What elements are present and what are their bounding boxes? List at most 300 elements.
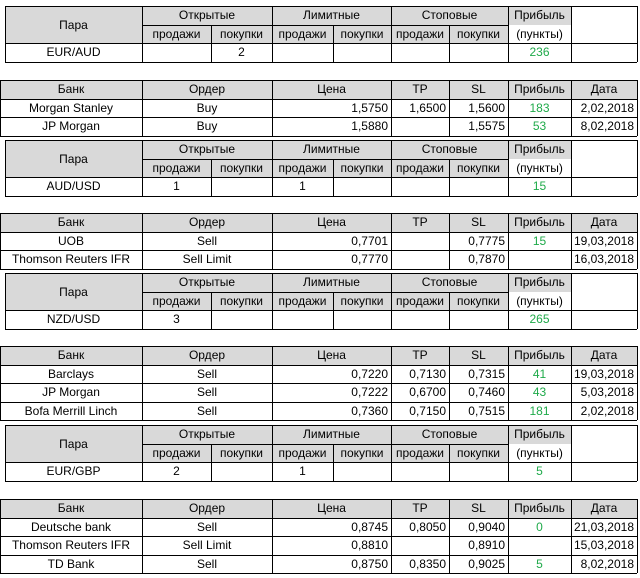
grid-line (5, 140, 6, 159)
limit-buy-header[interactable]: покупки (333, 159, 391, 178)
grid-line (571, 346, 572, 420)
grid-line (637, 159, 638, 196)
open-buy-header[interactable]: покупки (211, 292, 272, 311)
grid-line (5, 177, 637, 178)
grid-line (508, 444, 509, 481)
grid-line (571, 499, 572, 573)
grid-line (333, 25, 334, 62)
open-buy-count[interactable] (211, 462, 272, 481)
grid-line (0, 555, 637, 556)
order-tp[interactable]: 1,6500 (409, 100, 446, 115)
grid-line (571, 292, 572, 329)
grid-line (211, 444, 212, 481)
grid-line (0, 346, 1, 420)
order-price[interactable]: 0,7701 (351, 233, 388, 248)
order-sl[interactable]: 1,5600 (468, 100, 505, 115)
bank-name[interactable]: Thomson Reuters IFR (11, 538, 131, 553)
limit-buy-header[interactable]: покупки (333, 25, 391, 44)
order-date[interactable]: 8,02,2018 (580, 119, 634, 134)
order-profit[interactable]: 181 (529, 403, 550, 418)
grid-line (142, 292, 143, 329)
order-type[interactable]: Sell Limit (182, 538, 232, 553)
stop-sell-header[interactable]: продажи (391, 444, 449, 463)
grid-line (637, 6, 638, 25)
open-header[interactable]: Открытые (142, 140, 272, 159)
grid-line (508, 499, 509, 573)
date-header[interactable]: Дата (571, 499, 637, 518)
order-price[interactable]: 0,7770 (351, 252, 388, 267)
grid-line (0, 573, 637, 574)
pair-name[interactable]: NZD/USD (46, 312, 101, 327)
order-date[interactable]: 5,03,2018 (580, 385, 634, 400)
profit-points-header[interactable]: (пункты) (516, 445, 563, 460)
grid-line (5, 273, 6, 292)
grid-line (5, 481, 637, 482)
price-header[interactable]: Цена (272, 80, 391, 99)
open-sell-count[interactable] (142, 43, 211, 62)
pair-name[interactable]: EUR/GBP (46, 464, 101, 479)
tp-header[interactable]: TP (391, 213, 449, 232)
grid-line (5, 140, 637, 141)
order-date[interactable]: 19,03,2018 (573, 366, 634, 381)
order-tp[interactable]: 0,8350 (409, 556, 446, 571)
order-sl[interactable]: 0,7460 (468, 385, 505, 400)
order-sl[interactable]: 0,8910 (468, 538, 505, 553)
grid-line (0, 499, 1, 573)
stop-sell-header[interactable]: продажи (391, 25, 449, 44)
profit-header[interactable]: Прибыль (508, 140, 571, 159)
order-header[interactable]: Ордер (142, 499, 272, 518)
grid-line (5, 273, 637, 274)
pair-header[interactable]: Пара (5, 140, 142, 177)
order-date[interactable]: 2,02,2018 (580, 100, 634, 115)
order-price[interactable]: 0,8750 (351, 556, 388, 571)
grid-line (272, 292, 273, 329)
order-tp[interactable] (391, 250, 449, 269)
grid-line (5, 62, 637, 63)
order-type[interactable]: Buy (196, 119, 218, 134)
grid-line (272, 159, 273, 196)
profit-header[interactable]: Прибыль (508, 425, 571, 444)
order-tp[interactable]: 0,7130 (409, 366, 446, 381)
tp-header[interactable]: TP (391, 346, 449, 365)
grid-line (391, 140, 392, 159)
grid-line (571, 213, 572, 269)
grid-line (5, 43, 637, 44)
grid-line (391, 273, 392, 292)
grid-line (637, 292, 638, 329)
grid-line (391, 444, 392, 481)
grid-line (333, 159, 334, 196)
grid-line (0, 499, 637, 500)
order-price[interactable]: 0,8745 (351, 519, 388, 534)
grid-line (391, 159, 392, 196)
grid-line (272, 80, 273, 136)
open-buy-header[interactable]: покупки (211, 25, 272, 44)
price-header[interactable]: Цена (272, 499, 391, 518)
grid-line (272, 213, 273, 269)
pair-name[interactable]: AUD/USD (46, 179, 101, 194)
grid-line (5, 6, 637, 7)
bank-name[interactable]: Thomson Reuters IFR (11, 252, 131, 267)
limit-sell-header[interactable]: продажи (272, 25, 333, 44)
bank-header[interactable]: Банк (0, 499, 142, 518)
grid-line (0, 250, 637, 251)
grid-line (142, 444, 508, 445)
grid-line (637, 346, 638, 420)
grid-line (0, 232, 637, 233)
grid-line (333, 444, 334, 481)
grid-line (0, 518, 637, 519)
date-header[interactable]: Дата (571, 80, 637, 99)
date-header[interactable]: Дата (571, 346, 637, 365)
order-type[interactable]: Buy (196, 100, 218, 115)
order-header[interactable]: Ордер (142, 213, 272, 232)
stop-buy-count[interactable] (449, 462, 508, 481)
limit-sell-count[interactable] (272, 310, 333, 329)
grid-line (508, 273, 509, 292)
sl-header[interactable]: SL (449, 499, 508, 518)
grid-line (508, 159, 509, 196)
grid-line (5, 425, 6, 444)
grid-line (508, 292, 509, 329)
order-date[interactable]: 16,03,2018 (573, 252, 634, 267)
limit-sell-count[interactable]: 1 (299, 179, 306, 194)
grid-line (637, 140, 638, 159)
grid-line (508, 25, 509, 62)
grid-line (571, 6, 572, 25)
grid-line (571, 140, 572, 159)
profit-header[interactable]: Прибыль (508, 346, 571, 365)
profit-points-header[interactable]: (пункты) (516, 293, 563, 308)
grid-line (391, 499, 392, 573)
order-sl[interactable]: 0,7775 (468, 233, 505, 248)
open-buy-header[interactable]: покупки (211, 444, 272, 463)
grid-line (637, 425, 638, 444)
grid-line (211, 292, 212, 329)
grid-line (142, 25, 508, 26)
grid-line (571, 273, 572, 292)
order-date[interactable]: 19,03,2018 (573, 233, 634, 248)
grid-line (5, 444, 6, 481)
pair-header[interactable]: Пара (5, 6, 142, 43)
order-date[interactable]: 15,03,2018 (573, 538, 634, 553)
grid-line (508, 425, 509, 444)
grid-line (637, 273, 638, 292)
grid-line (637, 80, 638, 136)
stop-sell-header[interactable]: продажи (391, 292, 449, 311)
order-profit[interactable]: 183 (529, 100, 550, 115)
profit-header[interactable]: Прибыль (508, 6, 571, 25)
grid-line (5, 329, 637, 330)
order-date[interactable]: 21,03,2018 (573, 519, 634, 534)
order-tp[interactable]: 0,8050 (409, 519, 446, 534)
order-tp[interactable]: 0,6700 (409, 385, 446, 400)
grid-line (142, 292, 508, 293)
grid-line (5, 425, 637, 426)
limit-sell-header[interactable]: продажи (272, 159, 333, 178)
price-header[interactable]: Цена (272, 213, 391, 232)
grid-line (449, 80, 450, 136)
bank-name[interactable]: Barclays (47, 366, 94, 381)
bank-name[interactable]: Deutsche bank (30, 519, 112, 534)
pair-header[interactable]: Пара (5, 425, 142, 462)
profit-points-header[interactable]: (пункты) (516, 26, 563, 41)
stop-sell-count[interactable] (391, 177, 449, 196)
grid-line (449, 213, 450, 269)
grid-line (508, 140, 509, 159)
profit-header[interactable]: Прибыль (508, 499, 571, 518)
order-type[interactable]: Sell (196, 556, 217, 571)
grid-line (272, 140, 273, 159)
order-header[interactable]: Ордер (142, 80, 272, 99)
grid-line (571, 25, 572, 62)
limit-sell-header[interactable]: продажи (272, 444, 333, 463)
order-tp[interactable] (391, 536, 449, 555)
stop-buy-count[interactable] (449, 177, 508, 196)
grid-line (508, 346, 509, 420)
order-type[interactable]: Sell Limit (182, 252, 232, 267)
date-header[interactable]: Дата (571, 213, 637, 232)
bank-name[interactable]: JP Morgan (42, 385, 100, 400)
order-price[interactable]: 0,8810 (351, 538, 388, 553)
open-buy-count[interactable] (211, 177, 272, 196)
order-profit[interactable]: 5 (536, 556, 543, 571)
sl-header[interactable]: SL (449, 346, 508, 365)
limit-buy-count[interactable] (333, 310, 391, 329)
limit-buy-count[interactable] (333, 177, 391, 196)
profit-header[interactable]: Прибыль (508, 213, 571, 232)
grid-line (449, 346, 450, 420)
grid-line (142, 273, 143, 292)
open-buy-count[interactable] (211, 310, 272, 329)
order-date[interactable]: 2,02,2018 (580, 403, 634, 418)
order-type[interactable]: Sell (196, 366, 217, 381)
grid-line (142, 159, 143, 196)
pair-header[interactable]: Пара (5, 273, 142, 310)
open-header[interactable]: Открытые (142, 6, 272, 25)
bank-name[interactable]: JP Morgan (42, 119, 100, 134)
grid-line (272, 273, 273, 292)
price-header[interactable]: Цена (272, 346, 391, 365)
limit-buy-count[interactable] (333, 462, 391, 481)
open-sell-header[interactable]: продажи (142, 159, 211, 178)
grid-line (0, 420, 637, 421)
grid-line (637, 25, 638, 62)
grid-line (449, 292, 450, 329)
limit-buy-header[interactable]: покупки (333, 292, 391, 311)
grid-line (5, 292, 6, 329)
order-price[interactable]: 0,7220 (351, 366, 388, 381)
stop-sell-count[interactable] (391, 462, 449, 481)
bank-name[interactable]: UOB (57, 233, 84, 248)
open-sell-count[interactable]: 2 (173, 464, 180, 479)
bank-name[interactable]: Bofa Merrill Linch (24, 403, 118, 418)
stop-buy-header[interactable]: покупки (449, 292, 508, 311)
order-price[interactable]: 1,5750 (351, 100, 388, 115)
limit-header[interactable]: Лимитные (272, 425, 391, 444)
limit-buy-count[interactable] (333, 43, 391, 62)
grid-line (0, 402, 637, 403)
order-sl[interactable]: 1,5575 (468, 119, 505, 134)
open-sell-count[interactable]: 1 (173, 179, 180, 194)
grid-line (637, 444, 638, 481)
grid-line (0, 536, 637, 537)
grid-line (142, 25, 143, 62)
pair-profit[interactable]: 5 (536, 464, 543, 479)
order-profit[interactable]: 43 (532, 385, 547, 400)
order-profit[interactable] (508, 250, 571, 269)
stop-buy-count[interactable] (449, 310, 508, 329)
open-buy-count[interactable]: 2 (238, 45, 245, 60)
stop-buy-header[interactable]: покупки (449, 159, 508, 178)
order-profit[interactable]: 15 (532, 233, 547, 248)
grid-line (449, 25, 450, 62)
limit-buy-header[interactable]: покупки (333, 444, 391, 463)
grid-line (391, 425, 392, 444)
grid-line (272, 25, 273, 62)
order-type[interactable]: Sell (196, 233, 217, 248)
grid-line (211, 159, 212, 196)
grid-line (0, 136, 637, 137)
limit-header[interactable]: Лимитные (272, 140, 391, 159)
grid-line (272, 346, 273, 420)
order-price[interactable]: 1,5880 (351, 119, 388, 134)
pair-profit[interactable]: 265 (529, 312, 550, 327)
stop-sell-count[interactable] (391, 310, 449, 329)
grid-line (508, 80, 509, 136)
order-tp[interactable] (391, 117, 449, 136)
bank-name[interactable]: TD Bank (47, 556, 95, 571)
stop-header[interactable]: Стоповые (391, 425, 508, 444)
order-type[interactable]: Sell (196, 385, 217, 400)
grid-line (5, 6, 6, 25)
limit-sell-header[interactable]: продажи (272, 292, 333, 311)
sl-header[interactable]: SL (449, 213, 508, 232)
order-sl[interactable]: 0,9025 (468, 556, 505, 571)
grid-line (571, 80, 572, 136)
order-type[interactable]: Sell (196, 519, 217, 534)
grid-line (142, 159, 508, 160)
grid-line (637, 499, 638, 573)
open-header[interactable]: Открытые (142, 425, 272, 444)
tp-header[interactable]: TP (391, 80, 449, 99)
grid-line (142, 444, 143, 481)
grid-line (508, 6, 509, 25)
order-type[interactable]: Sell (196, 403, 217, 418)
grid-line (449, 159, 450, 196)
order-sl[interactable]: 0,9040 (468, 519, 505, 534)
profit-points-header[interactable]: (пункты) (516, 160, 563, 175)
order-sl[interactable]: 0,7870 (468, 252, 505, 267)
grid-line (5, 462, 637, 463)
limit-sell-count[interactable]: 1 (299, 464, 306, 479)
grid-line (142, 6, 143, 25)
grid-line (142, 499, 143, 573)
order-profit[interactable]: 0 (536, 519, 543, 534)
grid-line (333, 292, 334, 329)
bank-header[interactable]: Банк (0, 213, 142, 232)
grid-line (571, 444, 572, 481)
grid-line (0, 346, 637, 347)
bank-header[interactable]: Банк (0, 346, 142, 365)
grid-line (0, 269, 637, 270)
grid-line (0, 213, 1, 269)
stop-buy-header[interactable]: покупки (449, 25, 508, 44)
open-sell-header[interactable]: продажи (142, 292, 211, 311)
limit-header[interactable]: Лимитные (272, 273, 391, 292)
grid-line (211, 25, 212, 62)
grid-line (391, 80, 392, 136)
limit-sell-count[interactable] (272, 43, 333, 62)
grid-line (5, 196, 637, 197)
grid-line (571, 425, 572, 444)
grid-line (0, 99, 637, 100)
order-sl[interactable]: 0,7515 (468, 403, 505, 418)
open-sell-header[interactable]: продажи (142, 25, 211, 44)
grid-line (0, 80, 637, 81)
stop-header[interactable]: Стоповые (391, 140, 508, 159)
tp-header[interactable]: TP (391, 499, 449, 518)
order-tp[interactable]: 0,7150 (409, 403, 446, 418)
profit-header[interactable]: Прибыль (508, 273, 571, 292)
grid-line (142, 80, 143, 136)
stop-buy-count[interactable] (449, 43, 508, 62)
grid-line (272, 444, 273, 481)
pair-profit[interactable]: 236 (529, 45, 550, 60)
grid-line (391, 213, 392, 269)
order-tp[interactable] (391, 232, 449, 251)
bank-header[interactable]: Банк (0, 80, 142, 99)
open-sell-count[interactable]: 3 (173, 312, 180, 327)
profit-header[interactable]: Прибыль (508, 80, 571, 99)
pair-name[interactable]: EUR/AUD (46, 45, 101, 60)
grid-line (5, 159, 6, 196)
open-header[interactable]: Открытые (142, 273, 272, 292)
grid-line (0, 117, 637, 118)
order-header[interactable]: Ордер (142, 346, 272, 365)
limit-header[interactable]: Лимитные (272, 6, 391, 25)
grid-line (391, 346, 392, 420)
grid-line (571, 159, 572, 196)
order-profit[interactable]: 53 (532, 119, 547, 134)
grid-line (391, 25, 392, 62)
order-profit[interactable]: 41 (532, 366, 547, 381)
stop-sell-count[interactable] (391, 43, 449, 62)
order-profit[interactable] (508, 536, 571, 555)
grid-line (508, 213, 509, 269)
grid-line (391, 6, 392, 25)
sl-header[interactable]: SL (449, 80, 508, 99)
bank-name[interactable]: Morgan Stanley (28, 100, 114, 115)
order-sl[interactable]: 0,7315 (468, 366, 505, 381)
stop-header[interactable]: Стоповые (391, 6, 508, 25)
order-price[interactable]: 0,7222 (351, 385, 388, 400)
grid-line (272, 425, 273, 444)
open-sell-header[interactable]: продажи (142, 444, 211, 463)
stop-sell-header[interactable]: продажи (391, 159, 449, 178)
stop-buy-header[interactable]: покупки (449, 444, 508, 463)
grid-line (637, 213, 638, 269)
order-date[interactable]: 8,02,2018 (580, 556, 634, 571)
order-price[interactable]: 0,7360 (351, 403, 388, 418)
grid-line (142, 213, 143, 269)
stop-header[interactable]: Стоповые (391, 273, 508, 292)
pair-profit[interactable]: 15 (532, 179, 547, 194)
grid-line (142, 140, 143, 159)
grid-line (5, 25, 6, 62)
open-buy-header[interactable]: покупки (211, 159, 272, 178)
